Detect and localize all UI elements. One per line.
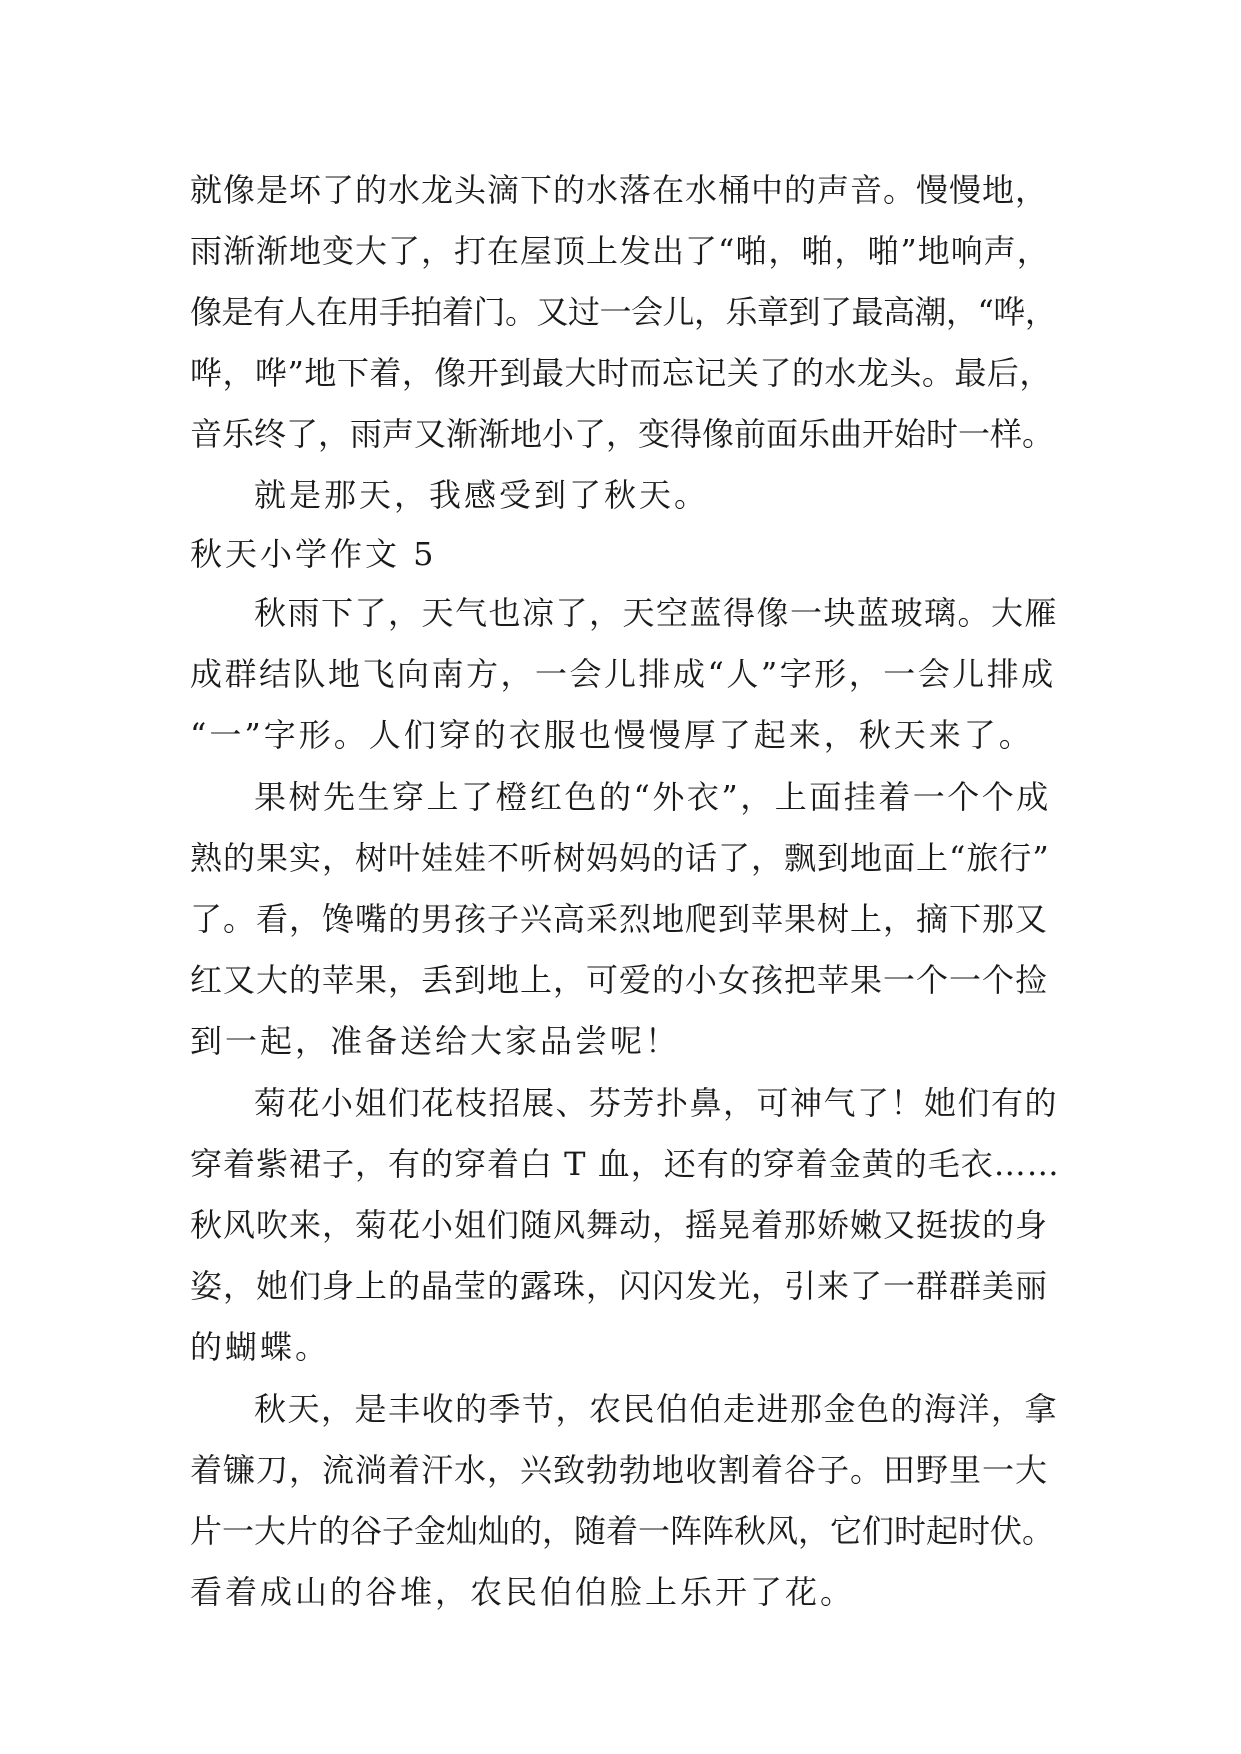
text-line: 就是那天，我感受到了秋天。 [254,476,710,514]
text-line: “一”字形。人们穿的衣服也慢慢厚了起来，秋天来了。 [190,716,1034,754]
text-line: 秋风吹来，菊花小姐们随风舞动，摇晃着那娇嫩又挺拔的身 [190,1206,1049,1244]
text-line: 秋雨下了，天气也凉了，天空蓝得像一块蓝玻璃。大雁 [254,594,1059,632]
text-line: 着镰刀，流淌着汗水，兴致勃勃地收割着谷子。田野里一大 [190,1451,1049,1489]
text-line: 像是有人在用手拍着门。又过一会儿，乐章到了最高潮，“哗， [190,293,1057,331]
text-line: 熟的果实，树叶娃娃不听树妈妈的话了，飘到地面上“旅行” [190,839,1050,877]
text-line: 雨渐渐地变大了，打在屋顶上发出了“啪，啪，啪”地响声， [190,232,1050,270]
text-line: 红又大的苹果，丢到地上，可爱的小女孩把苹果一个一个捡 [190,961,1049,999]
section-title: 秋天小学作文 5 [190,535,437,573]
text-line: 了。看，馋嘴的男孩子兴高采烈地爬到苹果树上，摘下那又 [190,900,1049,938]
text-line: 菊花小姐们花枝招展、芬芳扑鼻，可神气了！她们有的 [254,1084,1059,1122]
text-line: 果树先生穿上了橙红色的“外衣”，上面挂着一个个成 [254,778,1051,816]
text-line: 就像是坏了的水龙头滴下的水落在水桶中的声音。慢慢地， [190,171,1049,209]
text-line: 秋天，是丰收的季节，农民伯伯走进那金色的海洋，拿 [254,1390,1059,1428]
text-line: 的蝴蝶。 [190,1328,331,1366]
text-line: 到一起，准备送给大家品尝呢！ [190,1022,681,1060]
text-line: 看着成山的谷堆，农民伯伯脸上乐开了花。 [190,1573,856,1611]
text-line: 哗，哗”地下着，像开到最大时而忘记关了的水龙头。最后， [190,354,1052,392]
text-line: 片一大片的谷子金灿灿的，随着一阵阵秋风，它们时起时伏。 [190,1512,1055,1550]
text-line: 成群结队地飞向南方，一会儿排成“人”字形，一会儿排成 [190,655,1056,693]
text-line: 音乐终了，雨声又渐渐地小了，变得像前面乐曲开始时一样。 [190,415,1055,453]
text-line: 姿，她们身上的晶莹的露珠，闪闪发光，引来了一群群美丽 [190,1267,1049,1305]
text-line: 穿着紫裙子，有的穿着白 T 血，还有的穿着金黄的毛衣…… [190,1145,1060,1183]
